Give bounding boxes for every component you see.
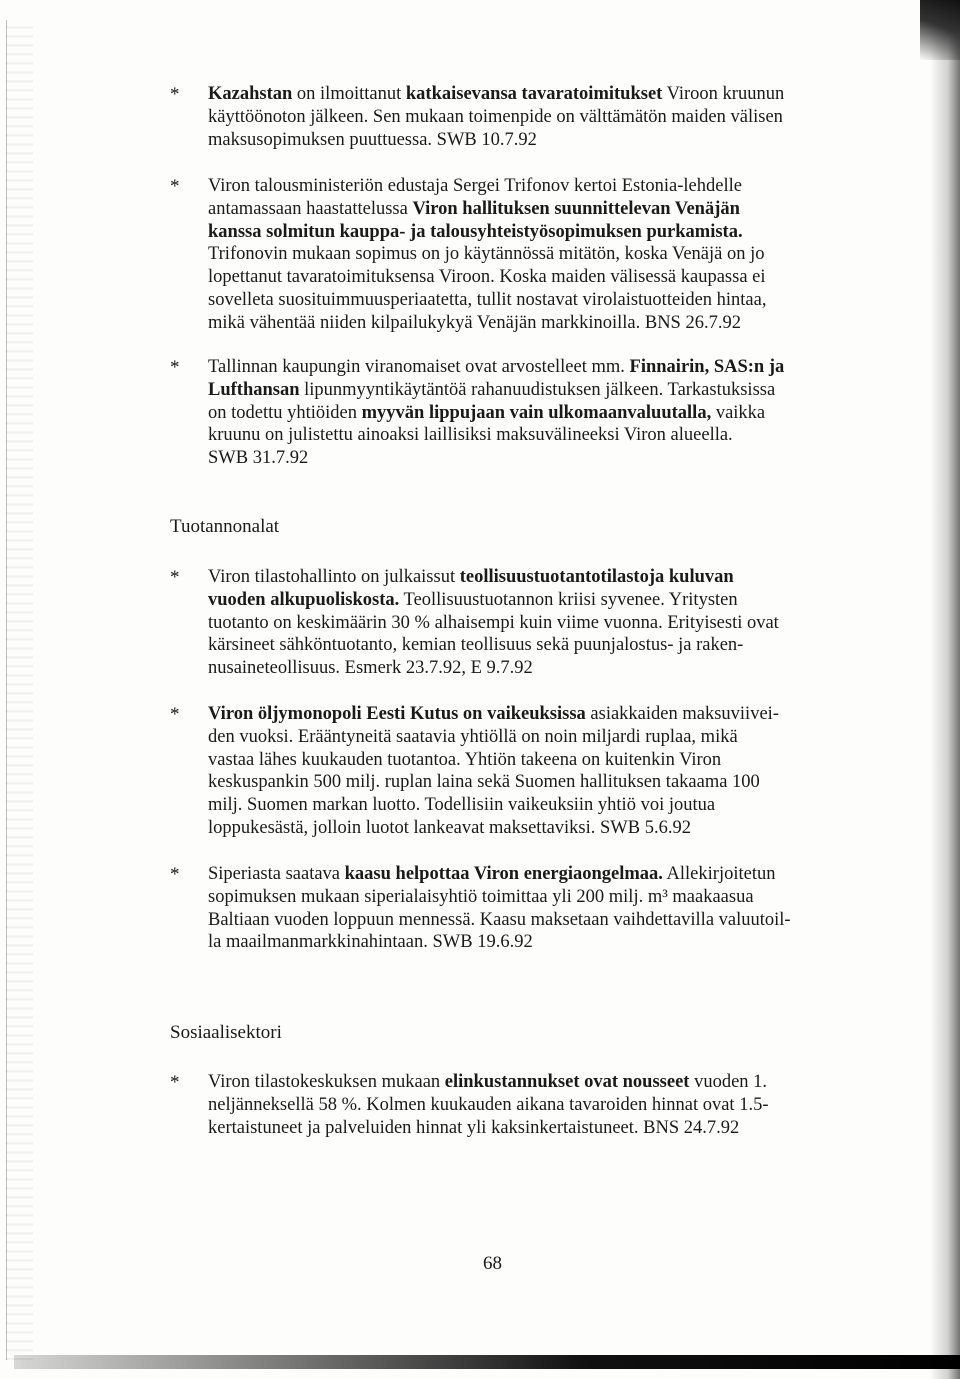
body-text: on ilmoittanut [292, 84, 406, 104]
bold-text: kaasu helpottaa Viron energiaongelmaa. [344, 864, 663, 884]
body-text: maksusopimuksen puuttuessa. SWB 10.7.92 [208, 129, 537, 150]
body-text: Trifonovin mukaan sopimus on jo käytännössä mitätön, koska Venäjä on jo [208, 244, 765, 265]
text-line [208, 243, 830, 266]
bold-text: Finnairin, SAS:n ja [629, 357, 785, 377]
body-text: Baltiaan vuoden loppuun mennessä. Kaasu maksetaan vaihdettavilla valuutoil- [208, 909, 791, 930]
bold-text: teollisuustuotantotilastoja kuluvan [459, 567, 734, 587]
body-text: sopimuksen mukaan siperialaisyhtiö toimittaa yli 200 milj. m³ maakaasua [208, 886, 754, 907]
text-line [208, 589, 830, 612]
body-text: asiakkaiden maksuviivei- [585, 704, 779, 724]
scan-edge-right [930, 0, 960, 1379]
text-line [208, 634, 830, 657]
text-line [208, 402, 830, 425]
bullet-asterisk: * [170, 864, 180, 885]
text-line [208, 379, 830, 402]
text-line [208, 1117, 830, 1140]
body-text: tuotanto on keskimäärin 30 % alhaisempi kuin viime vuonna. Erityisesti ovat [208, 612, 779, 633]
news-item-text [208, 356, 830, 470]
text-line [208, 175, 830, 198]
text-line [208, 909, 830, 932]
bold-text: kanssa solmitun kauppa- ja talousyhteistyösopimuksen purkamista. [208, 221, 743, 242]
body-text: den vuoksi. Erääntyneitä saatavia yhtiöllä on noin miljardi ruplaa, mikä [208, 726, 738, 747]
body-text: Viron talousministeriön edustaja Sergei Trifonov kertoi Estonia-lehdelle [208, 176, 742, 196]
body-text: antamassaan haastattelussa [208, 198, 413, 219]
body-text: kärsineet sähköntuotanto, kemian teollisuus sekä puunjalostus- ja raken- [208, 635, 744, 656]
body-text: kertaistuneet ja palveluiden hinnat yli kaksinkertaistuneet. BNS 24.7.92 [208, 1117, 740, 1138]
body-text: mikä vähentää niiden kilpailukykyä Venäjän markkinoilla. BNS 26.7.92 [208, 312, 741, 333]
text-line [208, 356, 830, 379]
news-item-text [208, 863, 830, 954]
text-line [208, 703, 830, 726]
text-line [208, 129, 830, 152]
text-line [208, 221, 830, 244]
body-text: käyttöönoton jälkeen. Sen mukaan toimenpide on välttämätön maiden välisen [208, 106, 783, 127]
body-text: loppukesästä, jolloin luotot lankeavat maksettaviksi. SWB 5.6.92 [208, 817, 691, 838]
body-text: lipunmyyntikäytäntöä rahanuudistuksen jälkeen. Tarkastuksissa [299, 379, 776, 400]
bullet-asterisk: * [170, 357, 180, 378]
bullet-asterisk: * [170, 704, 180, 725]
body-text: lopettanut tavaratoimituksensa Viroon. Koska maiden välisessä kaupassa ei [208, 267, 766, 288]
body-text: la maailmanmarkkinahintaan. SWB 19.6.92 [208, 932, 533, 953]
text-line [208, 266, 830, 289]
body-text: Viroon kruunun [662, 84, 785, 104]
text-line [208, 863, 830, 886]
text-line [208, 289, 830, 312]
news-item-text [208, 566, 830, 680]
text-line [208, 817, 830, 840]
bold-text: myyvän lippujaan vain ulkomaanvaluutalla, [361, 402, 712, 423]
news-item-text [208, 83, 830, 151]
text-line [208, 83, 830, 106]
scan-edge-left [6, 20, 33, 1360]
body-text: SWB 31.7.92 [208, 448, 309, 469]
body-text: sovelleta suosituimmuusperiaatetta, tullit nostavat virolaistuotteiden hintaa, [208, 289, 767, 310]
bold-text: Kazahstan [208, 84, 293, 104]
bold-text: Viron öljymonopoli Eesti Kutus on vaikeuksissa [208, 704, 586, 724]
bullet-asterisk: * [170, 567, 180, 588]
section-heading-production: Tuotannonalat [170, 516, 280, 537]
body-text: Teollisuustuotannon kriisi syvenee. Yritysten [399, 589, 738, 610]
body-text: keskuspankin 500 milj. ruplan laina sekä Suomen hallituksen takaama 100 [208, 772, 760, 793]
body-text: Viron tilastokeskuksen mukaan [208, 1072, 445, 1092]
body-text: Viron tilastohallinto on julkaissut [208, 567, 460, 587]
text-line [208, 726, 830, 749]
body-text: neljänneksellä 58 %. Kolmen kuukauden aikana tavaroiden hinnat ovat 1.5- [208, 1094, 769, 1115]
text-line [208, 794, 830, 817]
scan-edge-bottom [14, 1355, 960, 1369]
news-item-text [208, 703, 830, 840]
text-line [208, 612, 830, 635]
body-text: nusaineteollisuus. Esmerk 23.7.92, E 9.7.92 [208, 658, 533, 679]
scan-corner-shadow [920, 0, 960, 60]
bold-text: katkaisevansa tavaratoimitukset [405, 84, 663, 104]
bullet-asterisk: * [170, 1072, 180, 1093]
bullet-asterisk: * [170, 176, 180, 197]
body-text: Allekirjoitetun [662, 864, 776, 884]
text-line [208, 312, 830, 335]
body-text: vuoden 1. [689, 1072, 768, 1092]
text-line [208, 749, 830, 772]
text-line [208, 424, 830, 447]
body-text: kruunu on julistettu ainoaksi laillisiksi maksuvälineeksi Viron alueella. [208, 425, 733, 446]
text-line [208, 106, 830, 129]
page-number: 68 [483, 1253, 502, 1274]
text-line [208, 931, 830, 954]
text-line [208, 1094, 830, 1117]
bold-text: Viron hallituksen suunnittelevan Venäjän [412, 198, 740, 219]
text-line [208, 447, 830, 470]
text-line [208, 886, 830, 909]
text-line [208, 198, 830, 221]
body-text: Tallinnan kaupungin viranomaiset ovat arvostelleet mm. [208, 357, 630, 377]
body-text: milj. Suomen markan luotto. Todellisiin vaikeuksiin yhtiö voi joutua [208, 795, 716, 816]
text-line [208, 566, 830, 589]
bullet-asterisk: * [170, 84, 180, 105]
text-line [208, 771, 830, 794]
text-line [208, 1071, 830, 1094]
body-text: vastaa lähes kuukauden tuotantoa. Yhtiön takeena on kuitenkin Viron [208, 749, 722, 770]
body-text: Siperiasta saatava [208, 864, 345, 884]
bold-text: vuoden alkupuoliskosta. [208, 589, 400, 610]
bold-text: Lufthansan [208, 379, 300, 400]
section-heading-social: Sosiaalisektori [170, 1022, 282, 1043]
news-item-text [208, 175, 830, 335]
news-item-text [208, 1071, 830, 1139]
bold-text: elinkustannukset ovat nousseet [444, 1072, 690, 1092]
body-text: vaikka [711, 402, 766, 423]
body-text: on todettu yhtiöiden [208, 402, 362, 423]
text-line [208, 657, 830, 680]
